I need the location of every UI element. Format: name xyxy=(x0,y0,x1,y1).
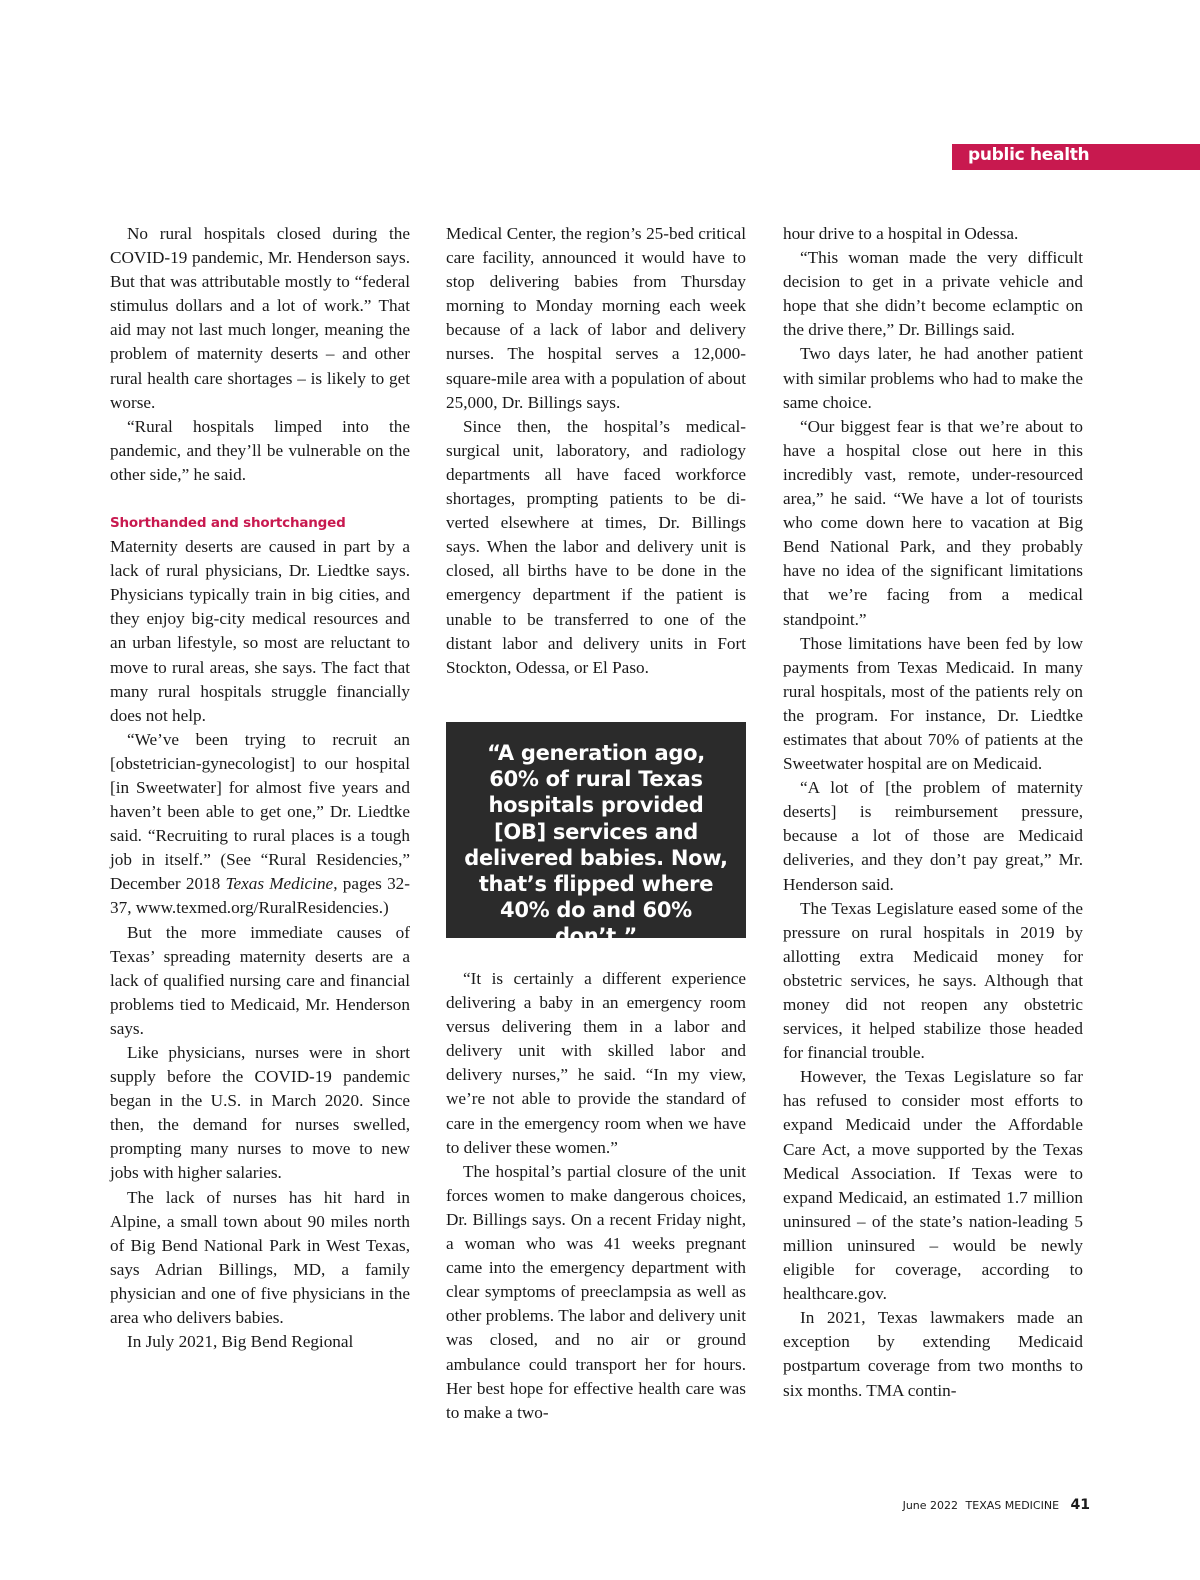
paragraph: No rural hospitals closed during the COVID-19 pandemic, Mr. Henderson says. But that was attributable mostly to “federal stimulus dollars and a lot of work.” That aid may not last much longer, meaning the problem of maternity deserts – and other rural health care shortages – is likely to get worse. xyxy=(110,224,410,412)
paragraph: In 2021, Texas lawmakers made an exception by extending Medicaid postpartum coverage from two months to six months. TMA contin- xyxy=(783,1308,1083,1400)
magazine-name: TEXAS MEDICINE xyxy=(965,1499,1060,1512)
subheading: Shorthanded and shortchanged xyxy=(110,515,346,532)
issue-date: June 2022 xyxy=(902,1499,959,1512)
paragraph: The lack of nurses has hit hard in Alpine, a small town about 90 miles north of Big Bend National Park in West Texas, says Adrian Billings, MD, a family physician and one of five physicians in the area who delivers babies. xyxy=(110,1187,410,1328)
article-column-3 xyxy=(783,222,1083,1403)
article-column-1 xyxy=(110,222,410,1354)
paragraph: hour drive to a hospital in Odessa. xyxy=(783,224,1019,243)
paragraph-text: “We’ve been trying to recruit an [obstetrician-gynecologist] to our hospital [in Sweetwater] for almost five years and haven’t been able to get one,” Dr. Liedtke said. “Recruiting to rural places is a tough job in itself.” (See “Rural Residencies,” December 2018 xyxy=(110,729,410,894)
paragraph: Two days later, he had another patient with similar problems who had to make the same choice. xyxy=(783,344,1083,412)
paragraph: However, the Texas Legislature so far has refused to consider most efforts to expand Medicaid under the Affordable Care Act, a move supported by the Texas Medical Association. If Texas were to expand Medicaid, an estimated 1.7 million uninsured – of the state’s nation-leading 5 million uninsured – would be newly eligible for coverage, according to healthcare.gov. xyxy=(783,1067,1083,1304)
paragraph: “A lot of [the problem of maternity deserts] is reimbursement pressure, because a lot of those are Medicaid deliveries, and they don’t pay great,” Mr. Henderson said. xyxy=(783,778,1083,894)
paragraph: The Texas Legislature eased some of the pressure on rural hospitals in 2019 by allotting extra Medicaid money for obstetric services, he says. Although that money did not reopen any obstetric services, it helped stabilize those headed for financial trouble. xyxy=(783,898,1083,1063)
section-tab xyxy=(952,144,1200,170)
publication-title: Texas Medicine xyxy=(225,874,334,894)
paragraph: “Our biggest fear is that we’re about to have a hospital close out here in this incredibly vast, remote, under-resourced area,” he said. “We have a lot of tourists who come down here to vacation at Big Bend National Park, and they probably have no idea of the significant limitations that we’re facing from a medical standpoint.” xyxy=(783,416,1083,629)
article-column-2 xyxy=(446,222,746,680)
paragraph: “It is certainly a different experience delivering a baby in an emergency room versus delivering them in a labor and delivery unit with skilled labor and delivery nurses,” he said. “In my view, we’re not able to provide the standard of care in the emergency room when we have to deliver these women.” xyxy=(446,969,746,1157)
paragraph xyxy=(110,728,410,921)
paragraph: Those limitations have been fed by low payments from Texas Medicaid. In many rural hospitals, most of the patients rely on the program. For instance, Dr. Liedtke estimates that about 70% of patients at the Sweetwater hospital are on Medicaid. xyxy=(783,633,1083,774)
page-number: 41 xyxy=(1070,1497,1090,1513)
paragraph: “Rural hospitals limped into the pandemic, and they’ll be vulnerable on the other side,” he said. xyxy=(110,416,410,484)
pull-quote: “A generation ago, 60% of rural Texas hospitals provided [OB] services and delivered babies. Now, that’s flipped where 40% do and 60% don’t.” xyxy=(446,722,746,938)
paragraph: In July 2021, Big Bend Regional xyxy=(127,1332,354,1352)
paragraph: Like physicians, nurses were in short supply before the COVID-19 pandemic began in the U.S. in March 2020. Since then, the demand for nurses swelled, prompting many nurses to move to new jobs with higher salaries. xyxy=(110,1043,410,1183)
paragraph: Since then, the hospital’s medical-surgical unit, laboratory, and radiology departments all have faced workforce shortages, prompting patients to be diverted elsewhere at times, Dr. Billings says. When the labor and delivery unit is closed, all births have to be done in the emergency department if the patient is unable to be transferred to one of the distant labor and delivery units in Fort Stockton, Odessa, or El Paso. xyxy=(446,416,746,677)
paragraph: The hospital’s partial closure of the unit forces women to make dangerous choices, Dr. Billings says. On a recent Friday night, a woman who was 41 weeks pregnant came into the emergency department with clear symptoms of preeclampsia as well as other problems. The labor and delivery unit was closed, and no air or ground ambulance could transport her for hours. Her best hope for effective health care was to make a two- xyxy=(446,1161,746,1422)
paragraph: “This woman made the very difficult decision to get in a private vehicle and hope that she didn’t become eclamptic on the drive there,” Dr. Billings said. xyxy=(783,248,1083,340)
paragraph: Maternity deserts are caused in part by a lack of rural physicians, Dr. Liedtke says. Physicians typically train in big cities, and they enjoy big-city medical resources and an urban lifestyle, so most are reluctant to move to rural areas, she says. The fact that many rural hospitals struggle financially does not help. xyxy=(110,537,410,725)
section-label: public health xyxy=(968,145,1090,165)
page-footer xyxy=(903,1497,1090,1513)
paragraph: Medical Center, the region’s 25-bed critical care facility, announced it would have to stop delivering babies from Thursday morning to Monday morning each week because of a lack of labor and delivery nurses. The hospital serves a 12,000-square-mile area with a population of about 25,000, Dr. Billings says. xyxy=(446,224,746,412)
article-column-2-continued xyxy=(446,967,746,1425)
paragraph: But the more immediate causes of Texas’ spreading maternity deserts are a lack of qualified nursing care and financial problems tied to Medicaid, Mr. Henderson says. xyxy=(110,922,410,1038)
paragraph-text-end: , pages 32-37, www.texmed.org/RuralResidencies.) xyxy=(110,874,411,918)
